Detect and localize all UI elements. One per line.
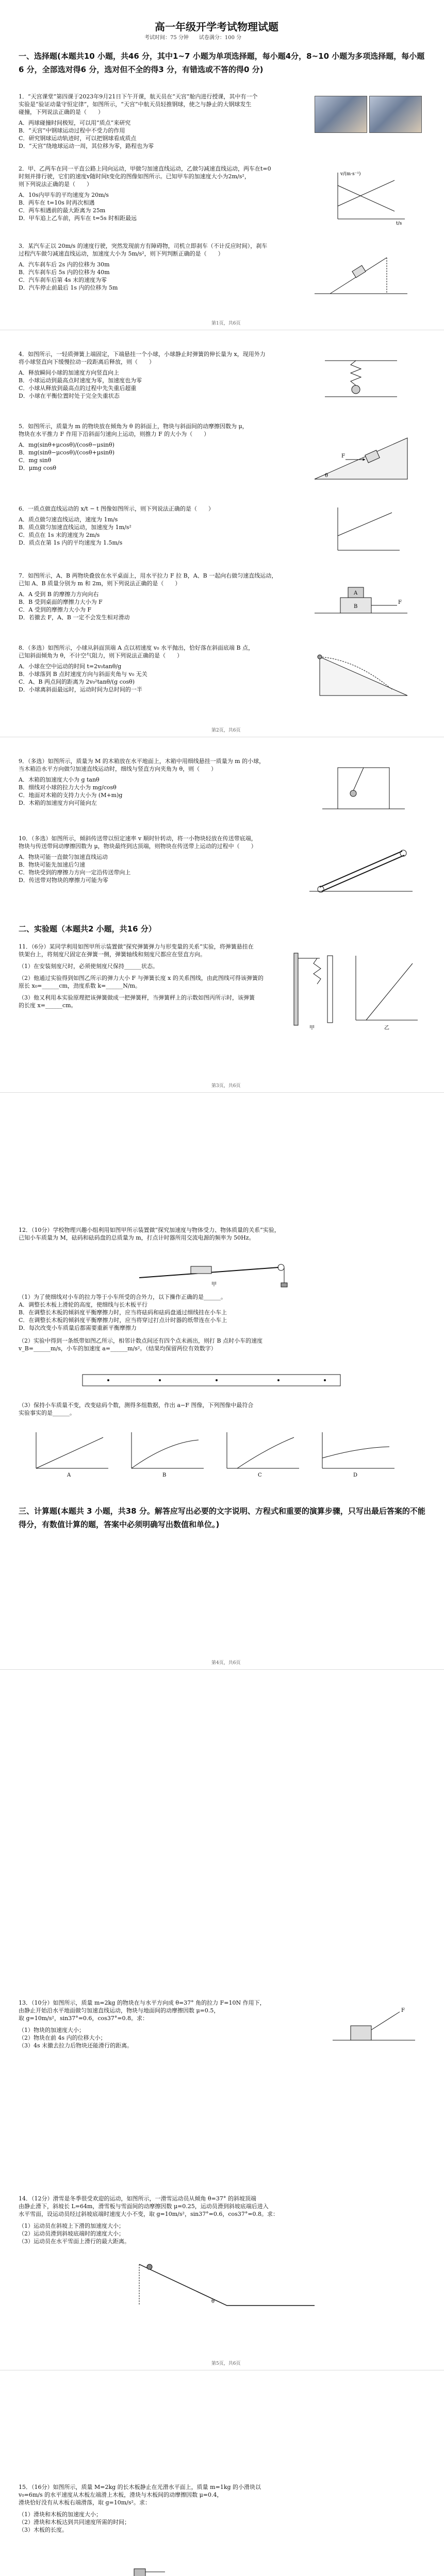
q7-option-c: C．A 受到的摩擦力大小为 F [19,606,91,613]
q6-line: 6．一质点做直线运动的 x/t − t 图像如图所示，则下列说法正确的是（ ） [19,505,214,512]
q8-option-b: B．小球落到 B 点时速度方向与斜面夹角与 v₀ 无关 [19,671,147,677]
question-12 [19,1226,280,1242]
q4-option-b: B．小球运动到最高点时速度为零，加速度也为零 [19,377,142,384]
q8-option-a: A．小球在空中运动的时间 t=2v₀tanθ/g [19,663,122,670]
page-divider [0,1669,444,1670]
q10-option-d: D．传送带对物块的摩擦力可能为零 [19,877,108,884]
q3-option-b: B．汽车刹车后 5s 内的位移为 40m [19,269,110,276]
pull-force-label: F [398,600,402,605]
block-b-label: B [354,604,358,609]
q1-line: 实验是“验证动量守恒定律”，如图所示，“天宫”中航天员轻推钢球，使之与静止的大钢球发生 [19,101,252,108]
q7-option-d: D．若撤去 F，A、B 一定不会发生相对滑动 [19,614,130,621]
q12-line: （1）为了使细线对小车的拉力等于小车所受的合外力，以下操作正确的是______。 [19,1294,226,1300]
exam-meta: 考试时间：75 分钟 试卷满分：100 分 [144,35,242,41]
spring-figure [320,355,402,402]
q1-line: 碰撞，下列说法正确的是（ ） [19,109,104,115]
svg-text:A: A [67,1472,71,1478]
q2-option-d: D．甲车追上乙车前，两车在 t=5s 时相距最远 [19,215,137,222]
q4-line: 将小球竖直向下缓慢拉动一段距离后释放，则（ ） [19,359,155,365]
q2-option-a: A．10s内甲车的平均速度为 20m/s [19,192,109,198]
q8-option-d: D．小球离斜面最远时，运动时间为总时间的一半 [19,686,142,693]
q1-option-c: C．研究钢球运动轨迹时，可以把钢球看成质点 [19,135,137,142]
q3-line: 过程汽车做匀减速直线运动，加速度大小为 5m/s²，则下列判断正确的是（ ） [19,250,224,257]
question-12-parts [19,1293,262,1352]
question-15 [19,2483,261,2534]
q13-line: 13．（10分）如图所示，质量 m=2kg 的物块在与水平方向成 θ=37° 角的拉力 F=10N 作用下， [19,1999,266,2006]
q2-option-c: C．两车相遇前的最大距离为 25m [19,207,106,214]
ski-slope-figure [134,2257,320,2313]
q12-line: 实验事实的是______。 [19,1410,75,1416]
q13-line: 取 g=10m/s²，sin37°=0.6，cos37°=0.8。求： [19,2015,149,2022]
question-3 [19,242,267,292]
q9-option-a: A．木箱的加速度大小为 g tanθ [19,776,100,783]
q5-option-c: C．mg sinθ [19,457,52,464]
q14-line: 14．（12分）滑雪是冬季很受欢迎的运动，如图所示，一滑雪运动员从倾角 θ=37° 的斜坡顶端 [19,2195,256,2202]
q13-line: （1）物块的加速度大小； [19,2027,85,2033]
q14-line: （3）运动员在水平雪面上滑行的最大距离。 [19,2238,130,2245]
q13-line: （2）物块在前 4s 内的位移大小； [19,2035,106,2041]
q2-option-b: B．两车在 t=10s 时再次相遇 [19,199,95,206]
q12-line: B．在调整长木板的倾斜度平衡摩擦力时，应当将砝码和砝码盘通过细线挂在小车上 [19,1309,227,1316]
q5-option-a: A．mg(sinθ+μcosθ)/(cosθ−μsinθ) [19,442,114,448]
q15-line: （1）滑块和木板的加速度大小； [19,2511,102,2518]
q10-line: 10．（多选）如图所示，倾斜传送带以恒定速率 v 顺时针转动，将一小物块轻放在传送带底端， [19,835,257,842]
q2-line: 时刻并排行驶，它们的速度v随时间t变化的图像如图所示。已知甲车的加速度大小为2m/s²， [19,173,250,180]
page-number: 第1页，共6页 [211,321,241,326]
fig-label-jia-2: 甲 [211,1282,217,1287]
block-a-label: A [354,590,358,596]
question-6 [19,505,214,547]
box-pendulum-figure [320,757,407,814]
question-13 [19,1999,266,2049]
q11-line: （2）他通过实验得到如图乙所示的弹力大小 F 与弹簧长度 x 的关系图线，由此图线可得该弹簧的 [19,975,264,981]
q4-option-c: C．小球从释放到最高点的过程中先失重后超重 [19,385,137,392]
q5-line: 5．如图所示，质量为 m 的物块放在倾角为 θ 的斜面上，物块与斜面间的动摩擦因数为 μ， [19,423,248,430]
question-10 [19,835,257,884]
block-on-slope-figure [309,428,413,484]
q9-option-d: D．木箱的加速度方向可能向左 [19,800,97,806]
q9-line: 当木箱沿水平方向做匀加速直线运动时，细线与竖直方向夹角为 θ，则（ ） [19,766,217,772]
slope-force-label: F [341,453,345,459]
question-4 [19,350,266,400]
q9-option-c: C．地面对木箱的支持力大小为 (M+m)g [19,792,123,799]
q4-line: 4．如图所示，一轻质弹簧上端固定，下端悬挂一个小球，小球静止时弹簧的伸长量为 x，现用外力 [19,351,266,358]
q6-option-c: C．质点在 1s 末的速度为 2m/s [19,532,100,538]
cart-experiment-figure [134,1247,299,1288]
q11-line: 的长度 x=______cm。 [19,1002,77,1009]
projectile-slope-figure [309,649,413,701]
q5-option-b: B．mg(sinθ−μcosθ)/(cosθ+μsinθ) [19,449,115,456]
q7-line: 已知 A、B 质量分别为 m 和 2m，则下列说法正确的是（ ） [19,580,181,587]
q10-option-b: B．物块可能先加速后匀速 [19,861,86,868]
q8-line: 8．（多选）如图所示，小球从斜面顶端 A 点以初速度 v₀ 水平抛出，恰好落在斜面底端 B 点， [19,645,254,651]
q15-line: （3）木板的长度。 [19,2527,68,2533]
q13-force-label: F [401,2008,405,2013]
svg-text:C: C [258,1472,262,1478]
q13-line: （3）4s 末撤去拉力后物块还能滑行的距离。 [19,2042,133,2049]
q12-line: D．每次改变小车质量后都需要重新平衡摩擦力 [19,1325,137,1331]
q11-line: （3）他又利用本实验原理把该弹簧做成一把弹簧秤，当弹簧秤上的示数如图丙所示时，该弹簧 [19,994,255,1001]
section2-heading: 二、实验题（本题共2 小题，共16 分） [19,924,156,934]
ski-angle-label: θ [211,2299,215,2304]
question-9 [19,757,265,807]
conveyor-figure [304,840,418,896]
q12-line: A．调整长木板上滑轮的高度，使细线与长木板平行 [19,1301,147,1308]
question-14 [19,2195,278,2245]
svg-text:D: D [353,1472,358,1478]
question-5 [19,422,248,472]
q7-option-a: A．A 受到 B 的摩擦力方向向右 [19,591,99,598]
q14-line: 由静止滑下，斜坡长 L=64m，滑雪板与雪面间的动摩擦因数 μ=0.25，运动员滑到斜坡底端后进入 [19,2203,269,2210]
vt-axis-v: v/(m·s⁻¹) [340,172,361,177]
q12-line: v_B=______m/s，小车的加速度 a=______m/s²。（结果均保留两位有效数字） [19,1345,217,1352]
page-number: 第2页，共6页 [211,728,241,733]
q4-option-a: A．释放瞬间小球的加速度方向竖直向上 [19,369,119,376]
xt-graph-figure [330,505,402,556]
q6-option-a: A．质点做匀速直线运动，速度为 1m/s [19,516,118,523]
q12-line: （3）保持小车质量不变，改变砝码个数，测得多组数据，作出 a−F 图像，下列图像中最符合 [19,1402,254,1409]
question-11 [19,943,264,1009]
page-title: 高一年级开学考试物理试题 [155,21,278,33]
spring-experiment-figure [289,948,423,1030]
q7-line: 7．如图所示，A、B 两物块叠放在水平桌面上，用水平拉力 F 拉 B，A、B 一起向右做匀速直线运动， [19,572,277,579]
q10-line: 物块与传送带间动摩擦因数为 μ，物块最终到达顶端，则物块在传送带上运动的过程中（ ） [19,843,257,850]
q6-option-d: D．质点在第 1s 内的平均速度为 1.5m/s [19,539,123,546]
q7-option-b: B．B 受到桌面的摩擦力大小为 F [19,599,103,605]
stacked-blocks-figure [309,577,413,618]
q15-line: v₀=6m/s 的水平速度从木板左端滑上木板，滑块与木板间的动摩擦因数 μ=0.4， [19,2492,223,2498]
q2-line: 2．甲、乙两车在同一平直公路上同向运动，甲做匀加速直线运动，乙做匀减速直线运动，两车在t=0 [19,165,271,172]
q13-line: 由静止开始沿水平地面做匀加速直线运动，物块与地面间的动摩擦因数 μ=0.5， [19,2007,220,2014]
af-graph-options [31,1427,402,1479]
q1-option-b: B．“天宫”中钢球运动过程中不受力的作用 [19,127,125,134]
q15-line: 滑块恰好没有从木板右端滑落，取 g=10m/s²。求： [19,2499,151,2506]
q11-line: 原长 x₀=______cm，劲度系数 k=______N/m。 [19,982,141,989]
question-8 [19,644,254,693]
q5-option-d: D．μmg cosθ [19,465,56,471]
q1-option-d: D．“天宫”绕地球运动一周，其位移为零，路程也为零 [19,143,154,149]
car-incline-figure [309,247,413,299]
q10-option-a: A．物块可能一直做匀加速直线运动 [19,854,108,860]
q12-line: （2）实验中得到一条纸带如图乙所示，相邻计数点间还有四个点未画出，则打 B 点时小车的速度 [19,1337,263,1344]
fig-label-jia: 甲 [309,1025,315,1031]
block-pull-figure [330,2004,418,2045]
q9-option-b: B．细线对小球的拉力大小为 mg/cosθ [19,784,117,791]
q12-line: C．在调整长木板的倾斜度平衡摩擦力时，应当将穿过打点计时器的纸带连在小车上 [19,1317,227,1324]
q11-line: 11．（6分）某同学利用如图甲所示装置做“探究弹簧弹力与形变量的关系”实验，将弹簧悬挂在 [19,943,254,950]
q9-line: 9．（多选）如图所示，质量为 M 的木箱放在水平地面上，木箱中用细线悬挂一质量为 m 的小球， [19,758,265,765]
question-1 [19,93,257,150]
q14-line: （2）运动员滑到斜坡底端时的速度大小； [19,2230,124,2237]
page-number: 第3页，共6页 [211,1083,241,1089]
q3-option-d: D．汽车停止前最后 1s 内的位移为 5m [19,284,118,291]
q12-line: 已知小车质量为 M，砝码和砝码盘的总质量为 m，打点计时器所用交流电源的频率为 50Hz。 [19,1234,255,1241]
section1-heading: 一、选择题(本题共10 小题，共46 分，其中1~7 小题为单项选择题，每小题4分，8~10 小题为多项选择题，每小题6 分，全部选对得6 分，选对但不全的得3 分，有错选或不答的得0 分) [19,52,425,74]
board-slider-figure [103,2555,340,2576]
question-12-part3 [19,1401,253,1417]
vt-graph-figure [330,170,407,227]
q3-option-c: C．汽车刹车后第 4s 末的速度为零 [19,277,107,283]
section3-heading: 三、计算题(本题共 3 小题，共38 分。解答应写出必要的文字说明、方程式和重要的演算步骤，只写出最后答案的不能得分，有数值计算的题，答案中必须明确写出数值和单位。) [19,1506,425,1529]
q6-option-b: B．质点做匀加速直线运动，加速度为 1m/s² [19,524,131,531]
page-number: 第5页，共6页 [211,2361,241,2366]
q3-option-a: A．汽车刹车后 2s 内的位移为 30m [19,261,110,268]
q14-line: 水平雪面，设运动员经过斜坡底端时速度大小不变，取 g=10m/s²，sin37°=0.6，cos37°=0.8。求： [19,2211,279,2217]
vt-axis-t: t/s [396,221,402,226]
slope-angle-label: θ [325,473,328,479]
q2-line: 则下列说法正确的是（ ） [19,181,92,188]
q8-option-c: C．A、B 两点间的距离为 2v₀²tanθ/(g cosθ) [19,679,135,685]
q12-line: 12．（10分）学校物理兴趣小组利用如图甲所示装置做“探究加速度与物体受力、物体质量的关系”实验， [19,1227,280,1233]
astronaut-photo-left [315,96,367,133]
q1-line: 1．“天宫课堂”第四课于2023年9月21日下午开课，航天员在“天宫”舱内进行授课，其中有一个 [19,93,258,100]
q4-option-d: D．小球在平衡位置时处于完全失重状态 [19,393,120,399]
q10-option-c: C．物块受到的摩擦力方向一定沿传送带向上 [19,869,131,876]
q15-line: 15．（16分）如图所示，质量 M=2kg 的长木板静止在光滑水平面上，质量 m=1kg 的小滑块以 [19,2484,261,2490]
q3-line: 3．某汽车正以 20m/s 的速度行驶，突然发现前方有障碍物，司机立即刹车（不计反应时间），刹车 [19,243,268,249]
page-divider [0,1092,444,1093]
tape-figure [77,1370,346,1391]
q11-line: 铁架台上，将刻度尺固定在弹簧一侧，弹簧轴线和刻度尺都应在竖直方向。 [19,951,206,958]
q1-option-a: A．两球碰撞时间极短，可以用“质点”来研究 [19,120,131,126]
q11-line: （1）在安装刻度尺时，必须使刻度尺保持______状态。 [19,963,158,970]
astronaut-photo-right [369,96,422,133]
q8-line: 已知斜面倾角为 θ，不计空气阻力，则下列说法正确的是（ ） [19,652,183,659]
svg-text:B: B [162,1472,167,1478]
fig-label-yi: 乙 [384,1025,389,1031]
q14-line: （1）运动员在斜坡上下滑的加速度大小； [19,2223,124,2229]
question-2 [19,165,271,222]
page-number: 第4页，共6页 [211,1660,241,1666]
q15-line: （2）滑块和木板达到共同速度所需的时间； [19,2519,130,2526]
question-7 [19,572,277,621]
q5-line: 物块在水平推力 F 作用下沿斜面匀速向上运动，则推力 F 的大小为（ ） [19,431,210,437]
